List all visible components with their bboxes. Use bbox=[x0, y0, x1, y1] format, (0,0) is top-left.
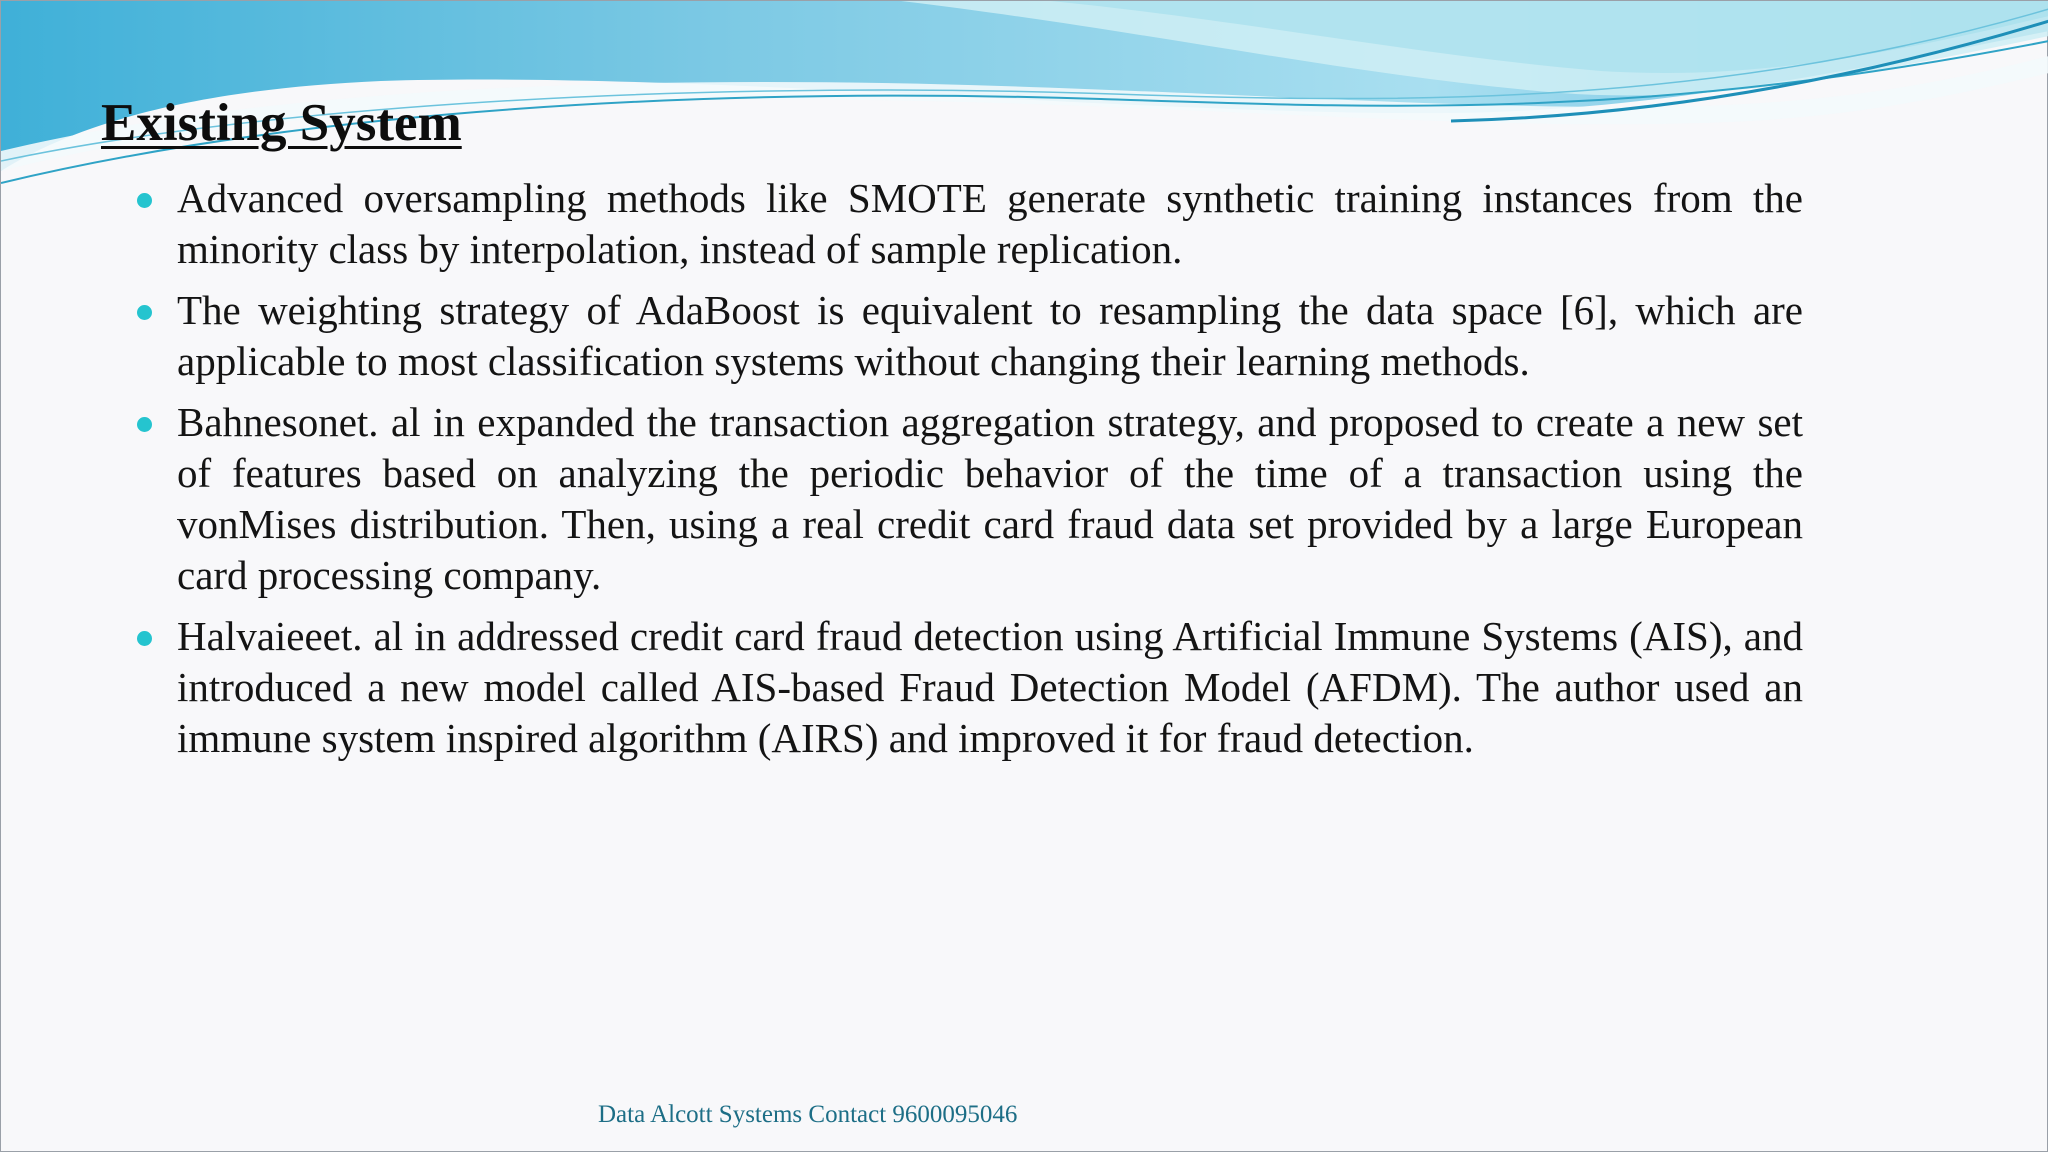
bullet-item bbox=[133, 285, 1803, 387]
bullet-dot-icon bbox=[137, 631, 152, 646]
bullet-dot-icon bbox=[137, 417, 152, 432]
footer-contact: Data Alcott Systems Contact 9600095046 bbox=[598, 1101, 1018, 1128]
bullet-text: Bahnesonet. al in expanded the transaction aggregation strategy, and proposed to create a new set of features based on analyzing the periodic behavior of the time of a transaction using the vonMises distribution. Then, using a real credit card fraud data set provided by a large European card processing company. bbox=[177, 399, 1803, 598]
bullet-text: Halvaieeet. al in addressed credit card fraud detection using Artificial Immune Systems (AIS), and introduced a new model called AIS-based Fraud Detection Model (AFDM). The author used an immune system inspired algorithm (AIRS) and improved it for fraud detection. bbox=[177, 613, 1803, 761]
bullet-list bbox=[133, 173, 1803, 774]
bullet-text: The weighting strategy of AdaBoost is equivalent to resampling the data space [6], which are applicable to most classification systems without changing their learning methods. bbox=[177, 287, 1803, 384]
bullet-text: Advanced oversampling methods like SMOTE generate synthetic training instances from the minority class by interpolation, instead of sample replication. bbox=[177, 175, 1803, 272]
bullet-dot-icon bbox=[137, 305, 152, 320]
bullet-item bbox=[133, 173, 1803, 275]
bullet-item bbox=[133, 397, 1803, 601]
bullet-dot-icon bbox=[137, 193, 152, 208]
bullet-item bbox=[133, 611, 1803, 764]
slide-title: Existing System bbox=[101, 94, 462, 152]
